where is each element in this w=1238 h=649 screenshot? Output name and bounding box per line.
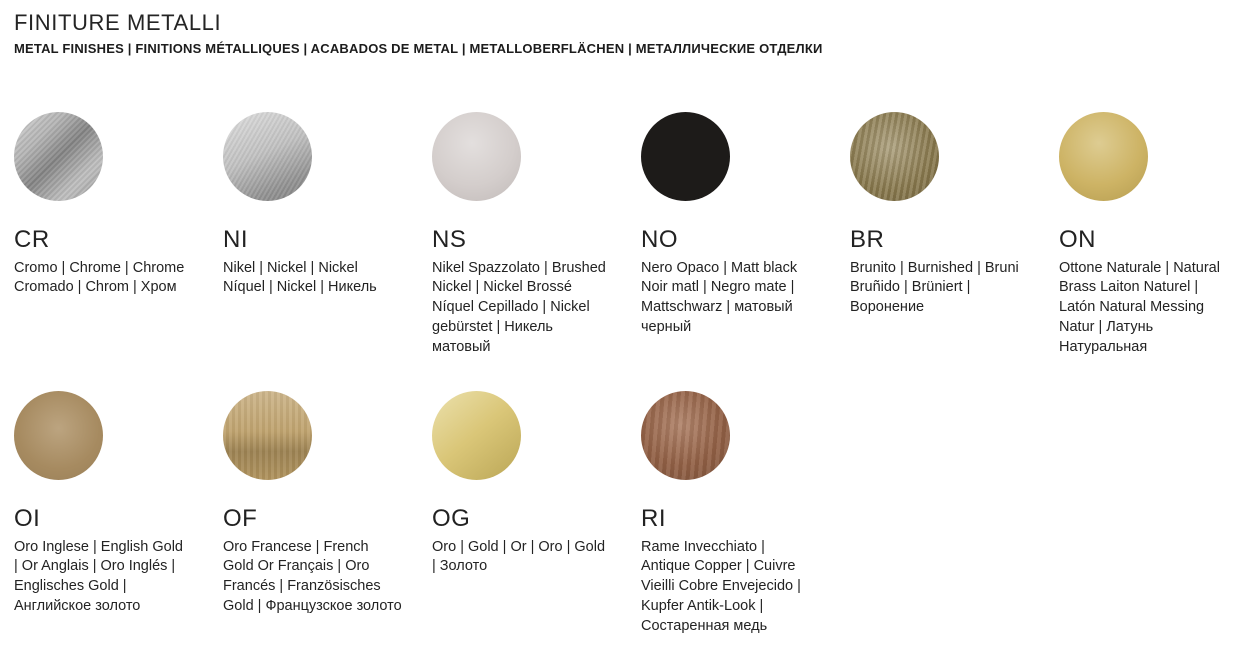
finish-card-ni: [223, 112, 432, 357]
finish-code: RI: [641, 505, 666, 533]
finish-code: OI: [14, 505, 41, 533]
finish-card-ri: [641, 391, 850, 636]
finish-description: Oro Inglese | English Gold | Or Anglais | Oro Inglés | Englisches Gold | Английское золото: [14, 538, 183, 614]
finish-description: Oro Francese | French Gold Or Français | Oro Francés | Französisches Gold | Французское золото: [223, 538, 402, 614]
finish-code: NO: [641, 226, 678, 254]
finish-description: Brunito | Burnished | Bruni Bruñido | Brüniert | Воронение: [850, 259, 1019, 316]
finishes-grid: [14, 112, 1224, 636]
ni-swatch: [223, 112, 312, 201]
finish-card-no: [641, 112, 850, 357]
finish-description: Nikel | Nickel | Nickel Níquel | Nickel | Никель: [223, 259, 377, 296]
finish-card-og: [432, 391, 641, 636]
finish-code: OF: [223, 505, 258, 533]
oi-swatch: [14, 391, 103, 480]
page-title: FINITURE METALLI: [14, 10, 222, 35]
on-swatch: [1059, 112, 1148, 201]
no-swatch: [641, 112, 730, 201]
cr-swatch: [14, 112, 103, 201]
og-swatch: [432, 391, 521, 480]
page-subtitle: METAL FINISHES | FINITIONS MÉTALLIQUES | ACABADOS DE METAL | METALLOBERFLÄCHEN | МЕТАЛЛИЧЕСКИЕ ОТДЕЛКИ: [14, 41, 823, 57]
finish-card-br: [850, 112, 1059, 357]
ns-swatch: [432, 112, 521, 201]
finish-code: CR: [14, 226, 50, 254]
finish-card-on: [1059, 112, 1238, 357]
finish-code: BR: [850, 226, 885, 254]
finish-code: NI: [223, 226, 248, 254]
finish-description: Nikel Spazzolato | Brushed Nickel | Nickel Brossé Níquel Cepillado | Nickel gebürstet | Никель матовый: [432, 259, 606, 355]
of-swatch: [223, 391, 312, 480]
br-swatch: [850, 112, 939, 201]
finish-description: Cromo | Chrome | Chrome Cromado | Chrom | Хром: [14, 259, 185, 296]
finish-card-of: [223, 391, 432, 636]
finish-card-oi: [14, 391, 223, 636]
ri-swatch: [641, 391, 730, 480]
finish-card-cr: [14, 112, 223, 357]
finish-card-ns: [432, 112, 641, 357]
finish-description: Nero Opaco | Matt black Noir matl | Negro mate | Mattschwarz | матовый черный: [641, 259, 798, 335]
page-header: [14, 10, 1224, 56]
finish-code: OG: [432, 505, 471, 533]
finish-code: NS: [432, 226, 467, 254]
finish-description: Oro | Gold | Or | Oro | Gold | Золото: [432, 538, 606, 575]
finish-description: Rame Invecchiato | Antique Copper | Cuivre Vieilli Cobre Envejecido | Kupfer Antik-Look | Состаренная медь: [641, 538, 801, 634]
finish-description: Ottone Naturale | Natural Brass Laiton Naturel | Latón Natural Messing Natur | Латунь Натуральная: [1059, 259, 1220, 355]
finish-code: ON: [1059, 226, 1096, 254]
